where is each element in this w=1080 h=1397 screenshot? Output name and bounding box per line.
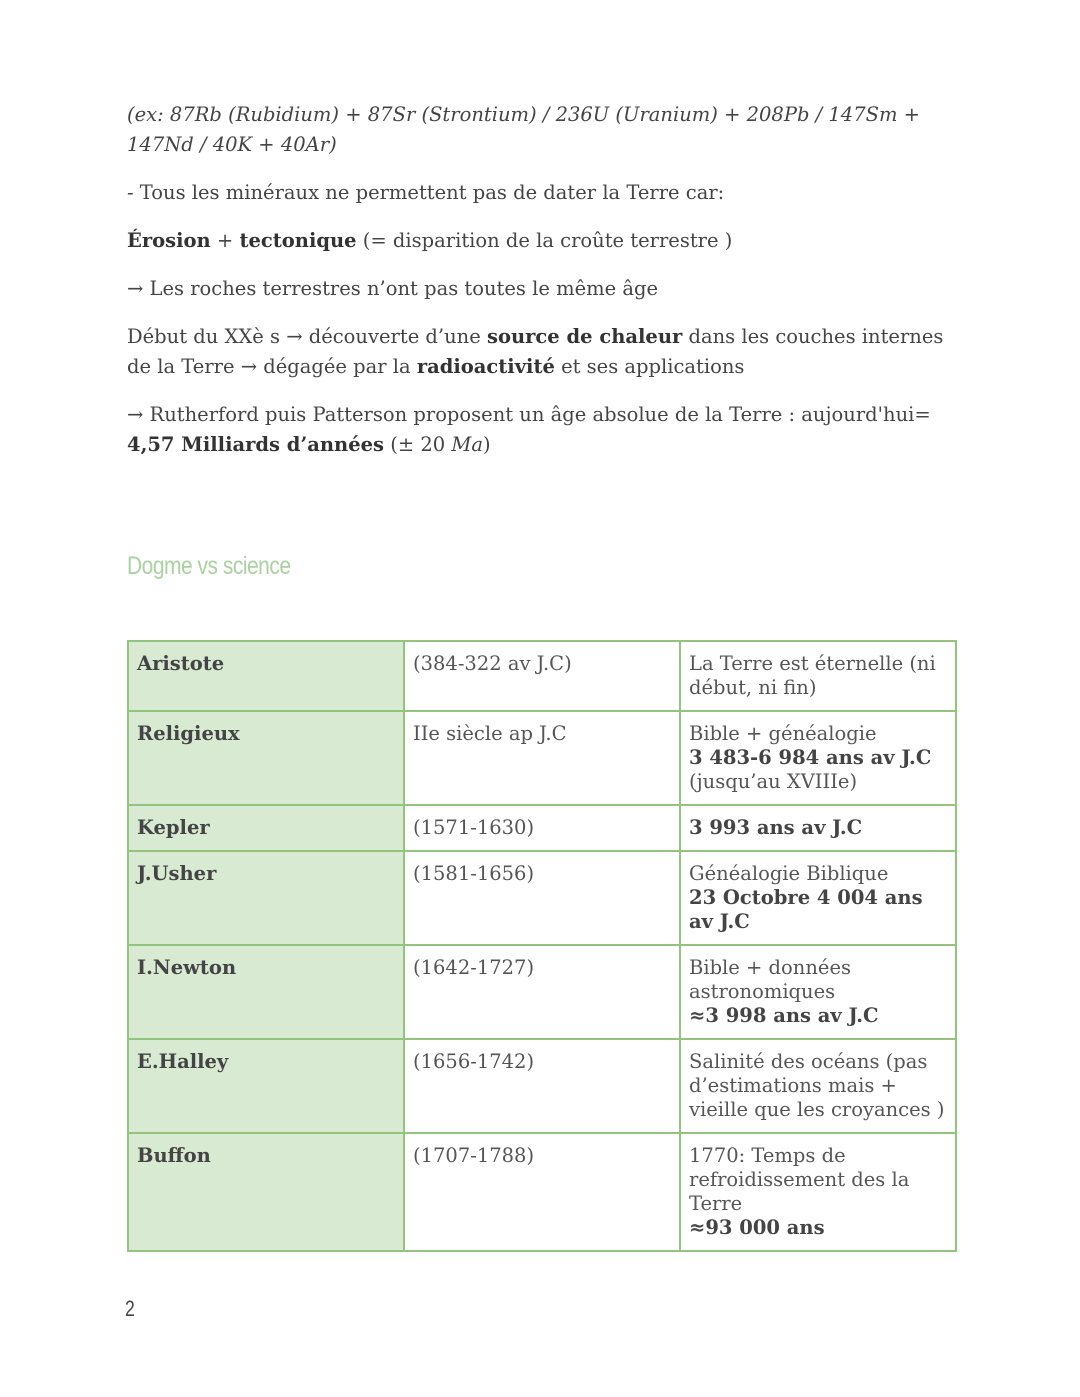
person-cell: E.Halley [128, 1039, 404, 1133]
heat-text-1: Début du XXè s → découverte d’une [127, 325, 487, 348]
age-text-3: ) [482, 433, 491, 456]
estimate-text: 1770: Temps de refroidissement des la Terre [689, 1144, 910, 1215]
estimate-text: Généalogie Biblique [689, 862, 889, 885]
person-cell: I.Newton [128, 945, 404, 1039]
erosion-note: (= disparition de la croûte terrestre ) [356, 229, 733, 252]
dogma-science-table [127, 640, 957, 1252]
isotope-examples: (ex: 87Rb (Rubidium) + 87Sr (Strontium) / 236U (Uranium) + 208Pb / 147Sm + 147Nd / 40K + 40Ar) [127, 103, 921, 156]
period-cell: (384-322 av J.C) [404, 641, 680, 711]
person-cell: Aristote [128, 641, 404, 711]
table-row [128, 851, 956, 945]
estimate-value: 3 483-6 984 ans av J.C [689, 746, 932, 769]
minerals-statement: - Tous les minéraux ne permettent pas de dater la Terre car: [127, 181, 725, 204]
table-row [128, 945, 956, 1039]
earth-age-value: 4,57 Milliards d’années [127, 433, 385, 456]
heat-source-statement [127, 322, 955, 382]
table-row [128, 641, 956, 711]
age-text-2: (± 20 [384, 433, 452, 456]
body-text [127, 100, 955, 478]
heat-text-3: et ses applications [554, 355, 745, 378]
estimate-cell [680, 945, 956, 1039]
period-cell: (1642-1727) [404, 945, 680, 1039]
plus-sign: + [210, 229, 240, 252]
earth-age-statement [127, 400, 955, 460]
estimate-value: ≈93 000 ans [689, 1216, 825, 1239]
table-row [128, 1133, 956, 1251]
heat-text-2: dans les couches internes de la Terre → dégagée par la [127, 325, 944, 378]
erosion-term: Érosion [127, 229, 211, 252]
estimate-value: 3 993 ans av J.C [689, 816, 863, 839]
radioactivity-term: radioactivité [416, 355, 555, 378]
period-cell: IIe siècle ap J.C [404, 711, 680, 805]
estimate-value: ≈3 998 ans av J.C [689, 1004, 879, 1027]
person-cell: Buffon [128, 1133, 404, 1251]
table-row [128, 711, 956, 805]
age-unit: Ma [451, 433, 483, 456]
estimate-text: (jusqu’au XVIIIe) [689, 770, 858, 793]
age-text-1: → Rutherford puis Patterson proposent un âge absolue de la Terre : aujourd'hui= [127, 403, 931, 426]
erosion-statement [127, 226, 955, 256]
rocks-statement: → Les roches terrestres n’ont pas toutes le même âge [127, 277, 658, 300]
estimate-text: Bible + généalogie [689, 722, 877, 745]
estimate-text: Salinité des océans (pas d’estimations mais + vieille que les croyances ) [689, 1050, 945, 1121]
estimate-cell [680, 1039, 956, 1133]
estimate-value: 23 Octobre 4 004 ans av J.C [689, 886, 923, 933]
estimate-text: La Terre est éternelle (ni début, ni fin) [689, 652, 936, 699]
estimate-cell [680, 711, 956, 805]
section-heading: Dogme vs science [127, 552, 291, 580]
table-row [128, 1039, 956, 1133]
estimate-cell [680, 1133, 956, 1251]
period-cell: (1571-1630) [404, 805, 680, 851]
person-cell: Kepler [128, 805, 404, 851]
period-cell: (1707-1788) [404, 1133, 680, 1251]
person-cell: Religieux [128, 711, 404, 805]
estimate-cell [680, 851, 956, 945]
page-number: 2 [125, 1296, 135, 1321]
tectonique-term: tectonique [239, 229, 357, 252]
heat-source-term: source de chaleur [486, 325, 683, 348]
table-row [128, 805, 956, 851]
person-cell: J.Usher [128, 851, 404, 945]
estimate-text: Bible + données astronomiques [689, 956, 851, 1003]
estimate-cell [680, 641, 956, 711]
period-cell: (1656-1742) [404, 1039, 680, 1133]
estimate-cell [680, 805, 956, 851]
period-cell: (1581-1656) [404, 851, 680, 945]
